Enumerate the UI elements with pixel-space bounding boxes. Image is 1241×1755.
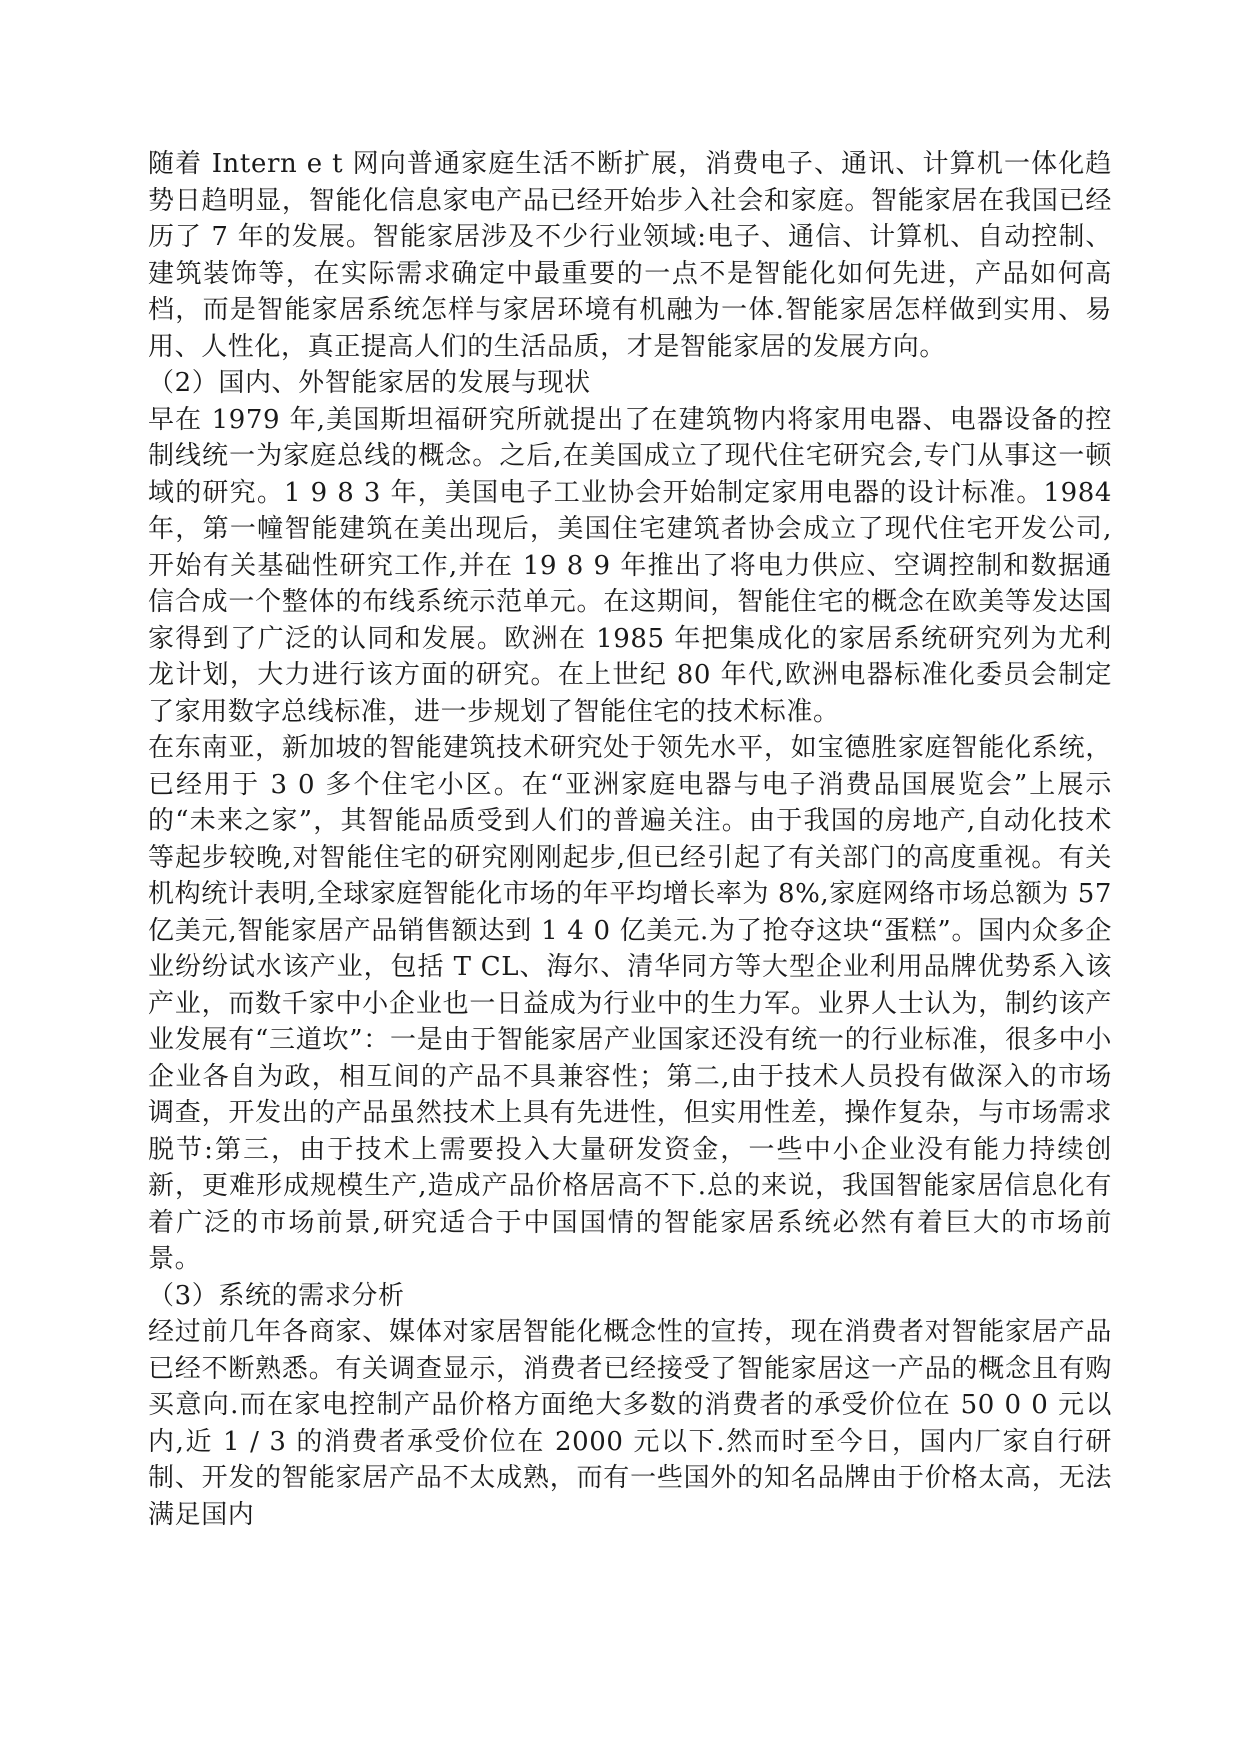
paragraph-intro: 随着 Intern e t 网向普通家庭生活不断扩展，消费电子、通讯、计算机一体化趋势日趋明显，智能化信息家电产品已经开始步入社会和家庭。智能家居在我国已经历了 7 年的发展。智能家居涉及不少行业领域:电子、通信、计算机、自动控制、建筑装饰等，在实际需求确定中最重要的一点不是智能化如何先进，产品如何高档，而是智能家居系统怎样与家居环境有机融为一体.智能家居怎样做到实用、易用、人性化，真正提高人们的生活品质，才是智能家居的发展方向。 bbox=[148, 149, 1112, 362]
section-heading-3: （3）系统的需求分析 bbox=[148, 1280, 405, 1311]
paragraph-southeast-asia: 在东南亚，新加坡的智能建筑技术研究处于领先水平，如宝德胜家庭智能化系统，已经用于 3 0 多个住宅小区。在“亚洲家庭电器与电子消费品国展览会”上展示的“未来之家”，其智能品质受到人们的普遍关注。由于我国的房地产,自动化技术等起步较晚,对智能住宅的研究刚刚起步,但已经引起了有关部门的高度重视。有关机构统计表明,全球家庭智能化市场的年平均增长率为 8%,家庭网络市场总额为 57亿美元,智能家居产品销售额达到 1 4 0 亿美元.为了抢夺这块“蛋糕”。国内众多企业纷纷试水该产业，包括 T CL、海尔、清华同方等大型企业利用品牌优势系入该产业，而数千家中小企业也一日益成为行业中的生力军。业界人士认为，制约该产业发展有“三道坎”：一是由于智能家居产业国家还没有统一的行业标准，很多中小企业各自为政，相互间的产品不具兼容性；第二,由于技术人员投有做深入的市场调查，开发出的产品虽然技术上具有先进性，但实用性差，操作复杂，与市场需求脱节:第三，由于技术上需要投入大量研发资金，一些中小企业没有能力持续创新，更难形成规模生产,造成产品价格居高不下.总的来说，我国智能家居信息化有着广泛的市场前景,研究适合于中国国情的智能家居系统必然有着巨大的市场前景。 bbox=[148, 733, 1112, 1274]
paragraph-requirements: 经过前几年各商家、媒体对家居智能化概念性的宣抟，现在消费者对智能家居产品已经不断熟悉。有关调查显示，消费者已经接受了智能家居这一产品的概念且有购买意向.而在家电控制产品价格方面绝大多数的消费者的承受价位在 50 0 0 元以内,近 1 / 3 的消费者承受价位在 2000 元以下.然而时至今日，国内厂家自行研制、开发的智能家居产品不太成熟，而有一些国外的知名品牌由于价格太高，无法满足国内 bbox=[148, 1317, 1112, 1530]
section-heading-2: （2）国内、外智能家居的发展与现状 bbox=[148, 368, 591, 398]
document-page bbox=[148, 146, 1112, 1533]
paragraph-history: 早在 1979 年,美国斯坦福研究所就提出了在建筑物内将家用电器、电器设备的控制线统一为家庭总线的概念。之后,在美国成立了现代住宅研究会,专门从事这一顿域的研究。1 9 8 3 年，美国电子工业协会开始制定家用电器的设计标准。1984 年，第一幢智能建筑在美出现后，美国住宅建筑者协会成立了现代住宅开发公司,开始有关基础性研究工作,并在 19 8 9 年推出了将电力供应、空调控制和数据通信合成一个整体的布线系统示范单元。在这期间，智能住宅的概念在欧美等发达国家得到了广泛的认同和发展。欧洲在 1985 年把集成化的家居系统研究列为尤利龙计划，大力进行该方面的研究。在上世纪 80 年代,欧洲电器标准化委员会制定了家用数字总线标准，进一步规划了智能住宅的技术标准。 bbox=[148, 404, 1112, 727]
